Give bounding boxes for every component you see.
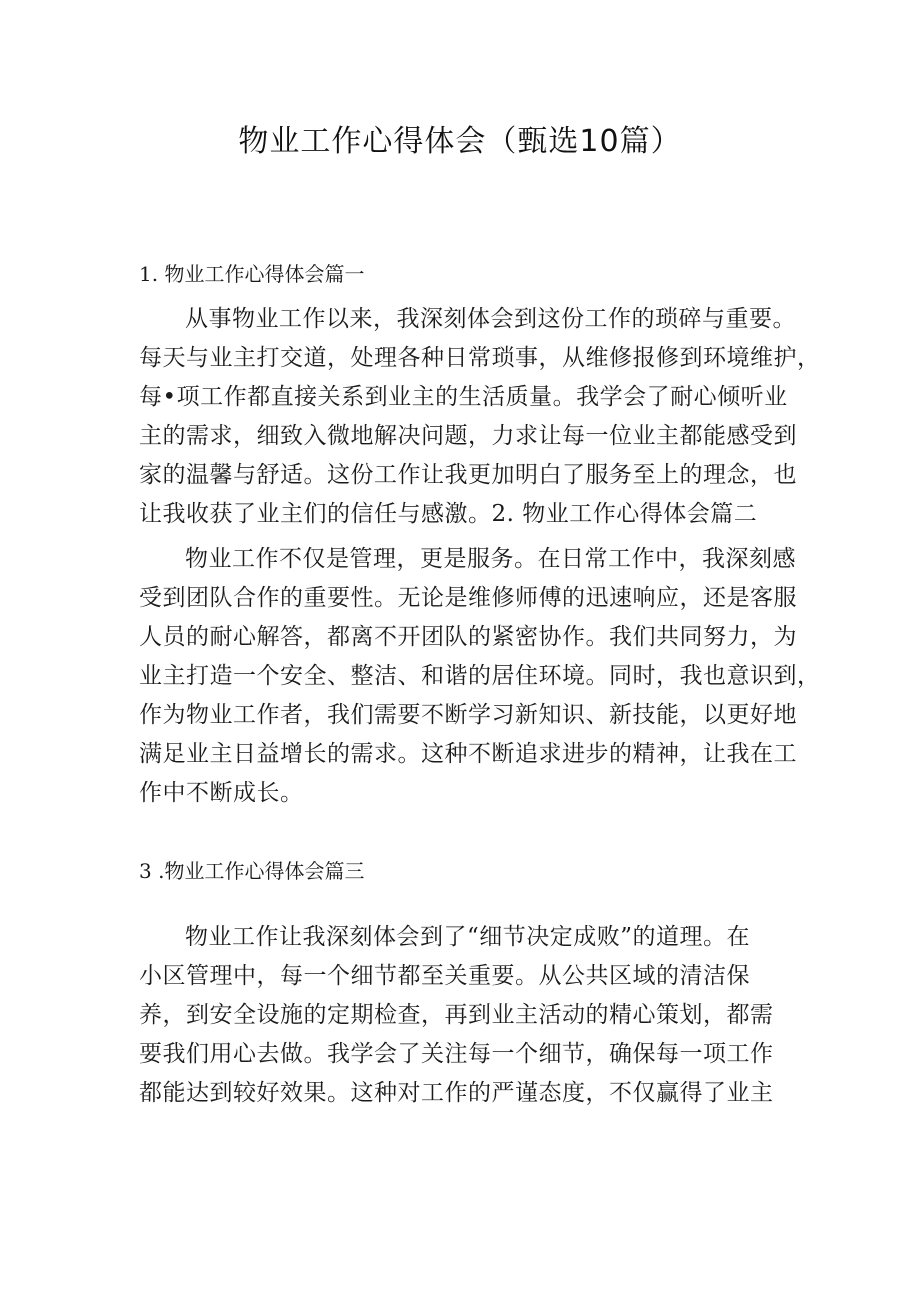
section-3-heading: 3 .物业工作心得体会篇三 [139, 859, 365, 883]
section-2-line-5: 作为物业工作者，我们需要不断学习新知识、新技能，以更好地 [139, 702, 797, 728]
section-3-line-4: 要我们用心去做。我学会了关注每一个细节，确保每一项工作 [139, 1041, 774, 1067]
section-2-line-7: 作中不断成长。 [139, 780, 304, 806]
section-1-line-4: 主的需求，细致入微地解决问题，力求让每一位业主都能感受到 [139, 423, 797, 449]
section-3-line-3: 养，到安全设施的定期检查，再到业主活动的精心策划，都需 [139, 1002, 774, 1028]
section-1-line-1: 从事物业工作以来，我深刻体会到这份工作的琐碎与重要。 [185, 306, 796, 332]
page-title: 物业工作心得体会（甄选10篇） [238, 124, 682, 159]
section-3-line-5: 都能达到较好效果。这种对工作的严谨态度，不仅赢得了业主 [139, 1080, 774, 1106]
section-2-line-3: 人员的耐心解答，都离不开团队的紧密协作。我们共同努力，为 [139, 624, 797, 650]
section-1-line-2: 每天与业主打交道，处理各种日常琐事，从维修报修到环境维护， [139, 345, 821, 371]
section-1-line-5: 家的温馨与舒适。这份工作让我更加明白了服务至上的理念，也 [139, 462, 797, 488]
section-1-line-6: 让我收获了业主们的信任与感激。2. 物业工作心得体会篇二 [139, 501, 758, 527]
section-2-line-1: 物业工作不仅是管理，更是服务。在日常工作中，我深刻感 [185, 546, 796, 572]
section-1-line-3: 每•项工作都直接关系到业主的生活质量。我学会了耐心倾听业 [139, 384, 788, 410]
section-1-heading: 1. 物业工作心得体会篇一 [139, 262, 365, 286]
section-3-line-1: 物业工作让我深刻体会到了“细节决定成败”的道理。在 [185, 924, 751, 950]
section-2-line-6: 满足业主日益增长的需求。这种不断追求进步的精神，让我在工 [139, 741, 797, 767]
section-2-line-4: 业主打造一个安全、整洁、和谐的居住环境。同时，我也意识到， [139, 663, 821, 689]
section-3-line-2: 小区管理中，每一个细节都至关重要。从公共区域的清洁保 [139, 963, 750, 989]
section-2-line-2: 受到团队合作的重要性。无论是维修师傅的迅速响应，还是客服 [139, 585, 797, 611]
